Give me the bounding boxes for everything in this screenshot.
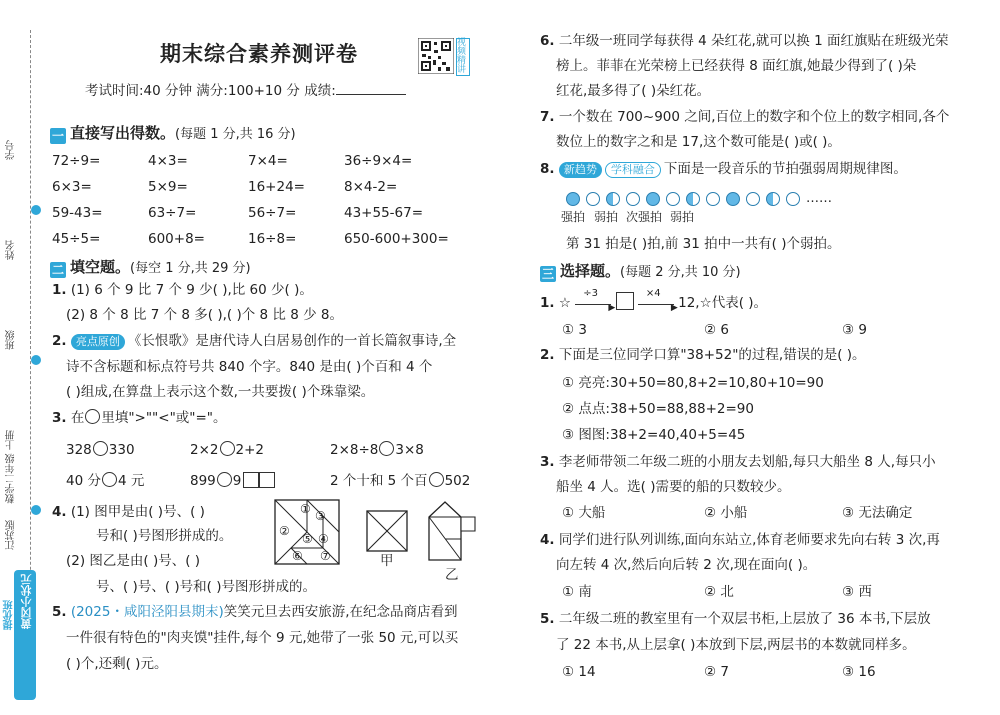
calc-item: 4×3= [148,153,188,169]
score-blank[interactable] [336,82,406,95]
question-text: 下面是三位同学口算"38+52"的过程,错误的是( )。 [558,347,866,363]
option[interactable]: ① 南 [562,584,592,600]
trend-tag: 新趋势 [559,162,602,178]
brand-sub: 提优班 [4,600,15,630]
section-note: (每空 1 分,共 29 分) [130,261,251,276]
question-7 [540,108,949,126]
section-title: 直接写出得数。 [70,124,176,142]
piece-label: ⑦ [320,549,331,563]
question-text: 在 [70,410,85,426]
question-text: 二年级一班同学每获得 4 朵红花,就可以换 1 面红旗贴在班级光荣 [558,33,949,49]
question-4-line-4: 号、( )号、( )号和( )号图形拼成的。 [96,579,316,595]
exam-info-text: 考试时间:40 分钟 满分:100+10 分 成绩: [85,83,336,99]
choice-3-line-2: 船坐 4 人。选( )需要的船的只数较少。 [556,479,791,495]
question-4-line-3: (2) 图乙是由( )号、( ) [66,553,201,569]
compare-circle[interactable] [217,472,232,487]
digit-box[interactable] [243,472,259,488]
calc-item: 63÷7= [148,205,197,221]
beat-label: 次强拍 [626,210,663,224]
side-label-grade: 数学二年级 上册 [6,430,17,504]
piece-label: ⑥ [292,549,303,563]
calc-row [52,230,472,256]
exam-info [85,82,406,100]
compare-right: 502 [444,473,471,489]
question-1 [52,281,313,299]
section-number: 三 [541,267,554,281]
option[interactable]: ② 北 [704,584,734,600]
question-number: 7. [540,109,555,125]
question-4 [52,503,205,521]
question-text: (1) 图甲是由( )号、( ) [70,504,205,520]
piece-label: ⑤ [302,532,313,546]
compare-circle[interactable] [102,472,117,487]
strong-beat-icon [646,192,660,206]
beat-label: 强拍 [561,210,586,224]
question-8 [540,160,907,178]
section-2-heading [50,256,251,278]
calc-row [52,152,472,178]
question-4-line-2: 号和( )号图形拼成的。 [96,528,233,544]
option[interactable]: ① 3 [562,322,587,338]
weak-beat-icon [666,192,680,206]
calc-item: 600+8= [148,231,205,247]
compare-right: 9 [232,473,242,489]
compare-item [330,441,424,459]
side-dot [31,355,41,365]
question-text: 下面是一段音乐的节拍强弱周期规律图。 [663,161,907,177]
calc-item: 36÷9×4= [344,153,413,169]
section-number: 二 [51,263,64,277]
calc-item: 16+24= [248,179,305,195]
tangram-figure [274,499,340,565]
choice-2 [540,346,866,364]
question-6-line-3: 红花,最多得了( )朵红花。 [556,83,711,99]
digit-box[interactable] [259,472,275,488]
compare-right: 4 元 [117,473,145,489]
calc-item: 6×3= [52,179,92,195]
option[interactable]: ② 小船 [704,505,748,521]
compare-item [66,441,135,459]
exam-title: 期末综合素养测评卷 [160,42,358,66]
choice-5-line-2: 了 22 本书,从上层拿( )本放到下层,两层书的本数就同样多。 [556,637,916,653]
choice-1 [540,288,768,313]
question-text: (1) 6 个 9 比 7 个 9 少( ),比 60 少( )。 [70,282,313,298]
compare-left: 899 [190,473,216,489]
option[interactable]: ③ 无法确定 [842,505,913,521]
question-number: 3. [540,454,555,470]
weak-beat-icon [706,192,720,206]
cut-line [30,30,31,630]
question-number: 3. [52,410,67,426]
beat-pattern [566,188,832,207]
calc-item: 650-600+300= [344,231,449,247]
compare-left: 2×2 [190,442,219,458]
calc-item: 8×4-2= [344,179,398,195]
strong-beat-icon [726,192,740,206]
figure-jia-label: 甲 [380,553,394,569]
calc-item: 43+55-67= [344,205,424,221]
question-6 [540,32,948,50]
compare-left: 2×8÷8 [330,442,379,458]
binding-sidebar [0,0,40,715]
arrow-op: ÷3 [583,288,598,299]
question-number: 2. [52,333,67,349]
compare-item [190,472,275,490]
choice-4-line-2: 向左转 4 次,然后向后转 2 次,现在面向( )。 [556,557,817,573]
beat-labels [561,208,694,225]
option[interactable]: ③ 图图:38+2=40,40+5=45 [562,427,746,443]
section-number: 一 [51,129,64,143]
weak-beat-icon [786,192,800,206]
compare-circle[interactable] [429,472,444,487]
calc-item: 59-43= [52,205,103,221]
medium-beat-icon [606,192,620,206]
option[interactable]: ② 点点:38+50=88,88+2=90 [562,401,754,417]
choice-5 [540,610,931,628]
section-3-heading [540,260,741,282]
compare-left: 328 [66,442,92,458]
question-2-line-3: ( )组成,在算盘上表示这个数,一共要拨( )个珠靠梁。 [66,384,375,400]
side-dot [31,205,41,215]
option[interactable]: ① 亮亮:30+50=80,8+2=10,80+10=90 [562,375,824,391]
option[interactable]: ② 7 [704,664,729,680]
compare-left: 40 分 [66,473,101,489]
calc-row [52,178,472,204]
question-1-part-2: (2) 8 个 8 比 7 个 8 多( ),( )个 8 比 8 少 8。 [66,307,343,323]
calc-item: 72÷9= [52,153,101,169]
side-label-class: 班级 [6,330,17,350]
question-text-b: 里填">""<"或"="。 [101,410,227,426]
section-note: (每题 2 分,共 10 分) [620,265,741,280]
side-label-student-id: 学号 [6,140,17,160]
compare-left: 2 个十和 5 个百 [330,473,428,489]
question-number: 4. [52,504,67,520]
brand-name: 黄冈小状元 [20,574,33,629]
question-number: 5. [540,611,555,627]
arrow-op: ×4 [645,288,661,299]
section-title: 选择题。 [560,262,621,280]
brand-logo [14,570,36,700]
compare-circle[interactable] [220,441,235,456]
question-5-line-2: 一件很有特色的"肉夹馍"挂件,每个 9 元,她带了一张 50 元,可以买 [66,630,459,646]
compare-circle[interactable] [93,441,108,456]
calc-row [52,204,472,230]
question-8-line-2: 第 31 拍是( )拍,前 31 拍中一共有( )个弱拍。 [566,236,841,252]
beat-ellipsis: …… [806,191,832,206]
side-label-name: 姓名 [6,240,17,260]
question-7-line-2: 数位上的数字之和是 17,这个数可能是( )或( )。 [556,134,841,150]
question-6-line-2: 榜上。菲菲在光荣榜上已经获得 8 面红旗,她最少得到了( )朵 [556,58,917,74]
compare-item [190,441,264,459]
question-5 [52,603,458,621]
figure-yi-label: 乙 [445,567,459,583]
qr-code-icon[interactable] [418,38,454,74]
weak-beat-icon [746,192,760,206]
piece-label: ② [279,524,290,538]
arrow-multiply [638,288,678,313]
option[interactable]: ① 14 [562,664,596,680]
question-5-line-3: ( )个,还剩( )元。 [66,656,168,672]
weak-beat-icon [586,192,600,206]
compare-right: 330 [108,442,135,458]
calc-item: 56÷7= [248,205,297,221]
question-2-line-2: 诗不含标题和标点符号共 840 个字。840 是由( )个百和 4 个 [66,359,433,375]
strong-beat-icon [566,192,580,206]
compare-item [330,472,470,490]
question-text: 李老师带领二年级二班的小朋友去划船,每只大船坐 8 人,每只小 [558,454,936,470]
question-number: 2. [540,347,555,363]
option[interactable]: ③ 16 [842,664,876,680]
question-text: 一个数在 700~900 之间,百位上的数字和个位上的数字相同,各个 [558,109,950,125]
question-2 [52,332,456,350]
calc-grid [52,152,472,256]
choice-4 [540,531,940,549]
piece-label: ④ [318,532,329,546]
question-3 [52,409,227,427]
option[interactable]: ③ 西 [842,584,872,600]
original-tag: 亮点原创 [71,334,125,350]
calc-item: 45÷5= [52,231,101,247]
medium-beat-icon [766,192,780,206]
qr-label: 视频精讲 [456,38,470,76]
calc-item: 5×9= [148,179,188,195]
blank-box[interactable] [616,292,634,310]
arrow-head-icon: ▶ [670,303,678,313]
piece-label: ① [300,502,311,516]
question-number: 8. [540,161,555,177]
piece-label: ③ [315,509,326,523]
compare-circle-icon [85,409,100,424]
section-note: (每题 1 分,共 16 分) [175,127,296,142]
question-text: 笑笑元旦去西安旅游,在纪念品商店看到 [223,604,458,620]
question-source: (2025・咸阳泾阳县期末) [70,604,224,620]
question-number: 5. [52,604,67,620]
compare-right: 3×8 [395,442,424,458]
question-number: 1. [540,295,555,311]
figure-yi [428,501,476,561]
question-number: 4. [540,532,555,548]
option[interactable]: ③ 9 [842,322,867,338]
question-text: 同学们进行队列训练,面向东站立,体育老师要求先向右转 3 次,再 [558,532,940,548]
choice-3 [540,453,936,471]
subject-tag: 学科融合 [605,162,661,178]
side-label-edition: 江苏版 [6,520,17,550]
arrow-head-icon: ▶ [608,303,616,313]
side-dot [31,505,41,515]
medium-beat-icon [686,192,700,206]
question-text: 二年级二班的教室里有一个双层书柜,上层放了 36 本书,下层放 [558,611,931,627]
question-number: 6. [540,33,555,49]
weak-beat-icon [626,192,640,206]
figure-jia [366,510,408,552]
star-symbol: ☆ [558,295,571,311]
question-text: 12,☆代表( )。 [678,295,768,311]
option[interactable]: ② 6 [704,322,729,338]
calc-item: 7×4= [248,153,288,169]
section-title: 填空题。 [70,258,131,276]
beat-label: 弱拍 [594,210,619,224]
compare-right: 2+2 [235,442,264,458]
compare-circle[interactable] [379,441,394,456]
question-number: 1. [52,282,67,298]
beat-label: 弱拍 [670,210,695,224]
arrow-divide [575,288,616,313]
option[interactable]: ① 大船 [562,505,606,521]
calc-item: 16÷8= [248,231,297,247]
question-text: 《长恨歌》是唐代诗人白居易创作的一首长篇叙事诗,全 [127,333,457,349]
section-1-heading [50,122,296,144]
compare-item [66,472,144,490]
